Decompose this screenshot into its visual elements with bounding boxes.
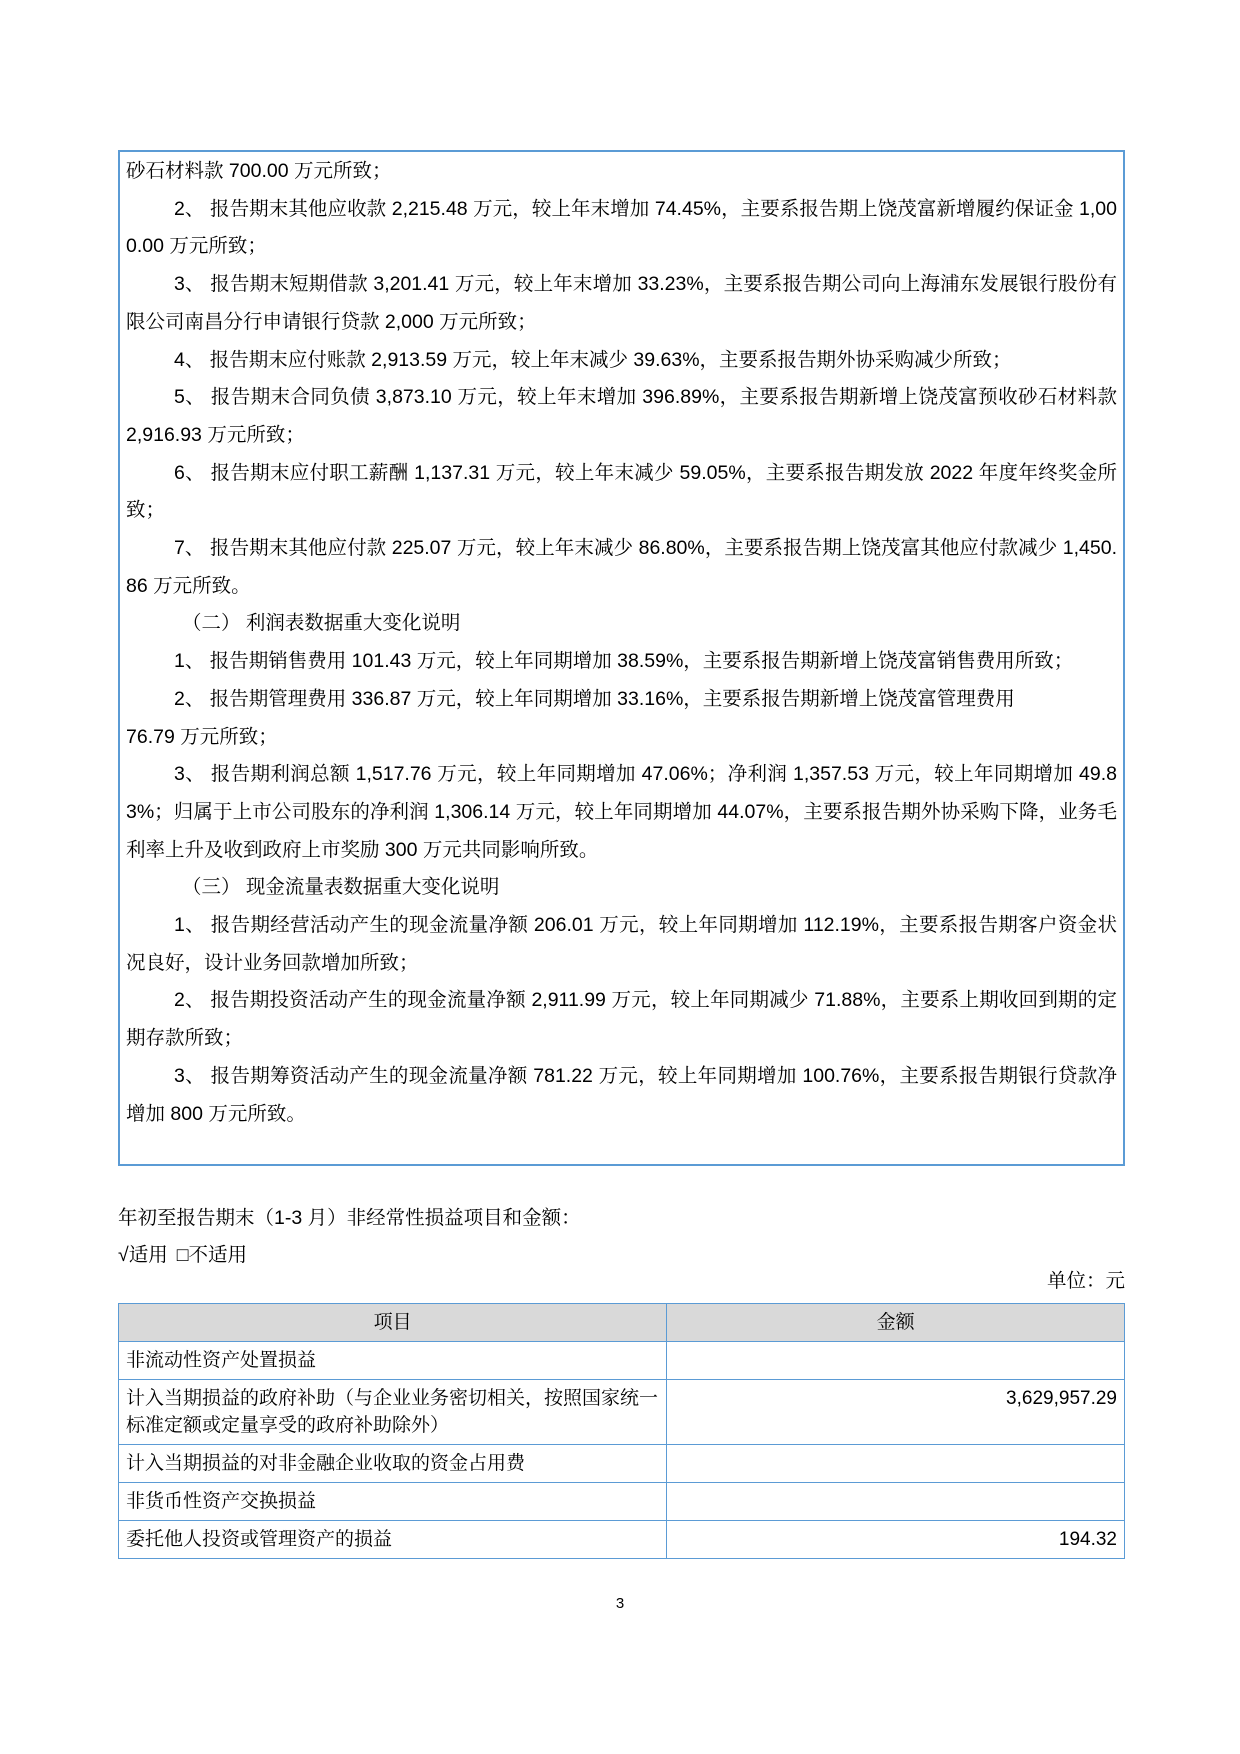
item-cell: 计入当期损益的政府补助（与企业业务密切相关，按照国家统一标准定额或定量享受的政府补助除外） xyxy=(119,1380,667,1445)
item-cell: 委托他人投资或管理资产的损益 xyxy=(119,1521,667,1559)
paragraph: 2、 报告期投资活动产生的现金流量净额 2,911.99 万元，较上年同期减少 71.88%，主要系上期收回到期的定期存款所致； xyxy=(126,989,1117,1050)
unit-label: 单位：元 xyxy=(1046,1270,1125,1292)
amount-cell xyxy=(667,1445,1125,1483)
paragraph: 2、 报告期管理费用 336.87 万元，较上年同期增加 33.16%，主要系报告期新增上饶茂富管理费用 xyxy=(174,687,1015,710)
amount-cell: 3,629,957.29 xyxy=(667,1380,1125,1445)
paragraph: 3、 报告期利润总额 1,517.76 万元，较上年同期增加 47.06%；净利润 1,357.53 万元，较上年同期增加 49.83%；归属于上市公司股东的净利润 1,306.14 万元，较上年同期增加 44.07%，主要系报告期外协采购下降，业务毛利率上升及收到政府上市奖励 300 万元共同影响所致。 xyxy=(126,763,1117,861)
paragraph: 3、 报告期末短期借款 3,201.41 万元，较上年末增加 33.23%，主要系报告期公司向上海浦东发展银行股份有限公司南昌分行申请银行贷款 2,000 万元所致； xyxy=(126,273,1117,333)
table-row xyxy=(119,1521,1125,1559)
table-header-row xyxy=(119,1304,1125,1342)
amount-cell xyxy=(667,1483,1125,1521)
item-cell: 非流动性资产处置损益 xyxy=(119,1342,667,1380)
table-header-item: 项目 xyxy=(119,1304,667,1342)
nonrecurring-table xyxy=(118,1303,1125,1559)
paragraph: 2、 报告期末其他应收款 2,215.48 万元，较上年末增加 74.45%，主要系报告期上饶茂富新增履约保证金 1,000.00 万元所致； xyxy=(126,197,1117,258)
paragraph: 6、 报告期末应付职工薪酬 1,137.31 万元，较上年末减少 59.05%，主要系报告期发放 2022 年度年终奖金所致； xyxy=(126,461,1117,522)
page-number: 3 xyxy=(615,1595,625,1612)
nonrecurring-intro: 年初至报告期末（1-3 月）非经常性损益项目和金额： xyxy=(118,1207,581,1229)
item-cell: 非货币性资产交换损益 xyxy=(119,1483,667,1521)
nonrecurring-section xyxy=(118,1200,1125,1274)
check-not-applicable: □不适用 xyxy=(176,1244,247,1266)
paragraph: 7、 报告期末其他应付款 225.07 万元，较上年末减少 86.80%，主要系报告期上饶茂富其他应付款减少 1,450.86 万元所致。 xyxy=(126,537,1117,597)
table-header-amount: 金额 xyxy=(667,1304,1125,1342)
table-row xyxy=(119,1445,1125,1483)
paragraph: （三） 现金流量表数据重大变化说明 xyxy=(182,876,500,899)
paragraph: 76.79 万元所致； xyxy=(126,725,278,748)
paragraph: 5、 报告期末合同负债 3,873.10 万元，较上年末增加 396.89%，主要系报告期新增上饶茂富预收砂石材料款 2,916.93 万元所致； xyxy=(126,386,1117,446)
amount-cell: 194.32 xyxy=(667,1521,1125,1559)
paragraph: 1、 报告期销售费用 101.43 万元，较上年同期增加 38.59%，主要系报告期新增上饶茂富销售费用所致； xyxy=(174,650,1074,673)
item-cell: 计入当期损益的对非金融企业收取的资金占用费 xyxy=(119,1445,667,1483)
table-row xyxy=(119,1342,1125,1380)
paragraph: 3、 报告期筹资活动产生的现金流量净额 781.22 万元，较上年同期增加 100.76%，主要系报告期银行贷款净增加 800 万元所致。 xyxy=(126,1064,1117,1125)
report-text-box xyxy=(118,150,1125,1166)
table-row xyxy=(119,1380,1125,1445)
table-row xyxy=(119,1483,1125,1521)
paragraph: 1、 报告期经营活动产生的现金流量净额 206.01 万元，较上年同期增加 112.19%，主要系报告期客户资金状况良好，设计业务回款增加所致； xyxy=(126,914,1117,974)
paragraph: （二） 利润表数据重大变化说明 xyxy=(182,612,461,635)
check-applicable: √适用 xyxy=(118,1244,168,1266)
paragraph: 4、 报告期末应付账款 2,913.59 万元，较上年末减少 39.63%，主要系报告期外协采购减少所致； xyxy=(174,348,1012,371)
paragraph: 砂石材料款 700.00 万元所致； xyxy=(126,160,392,182)
amount-cell xyxy=(667,1342,1125,1380)
